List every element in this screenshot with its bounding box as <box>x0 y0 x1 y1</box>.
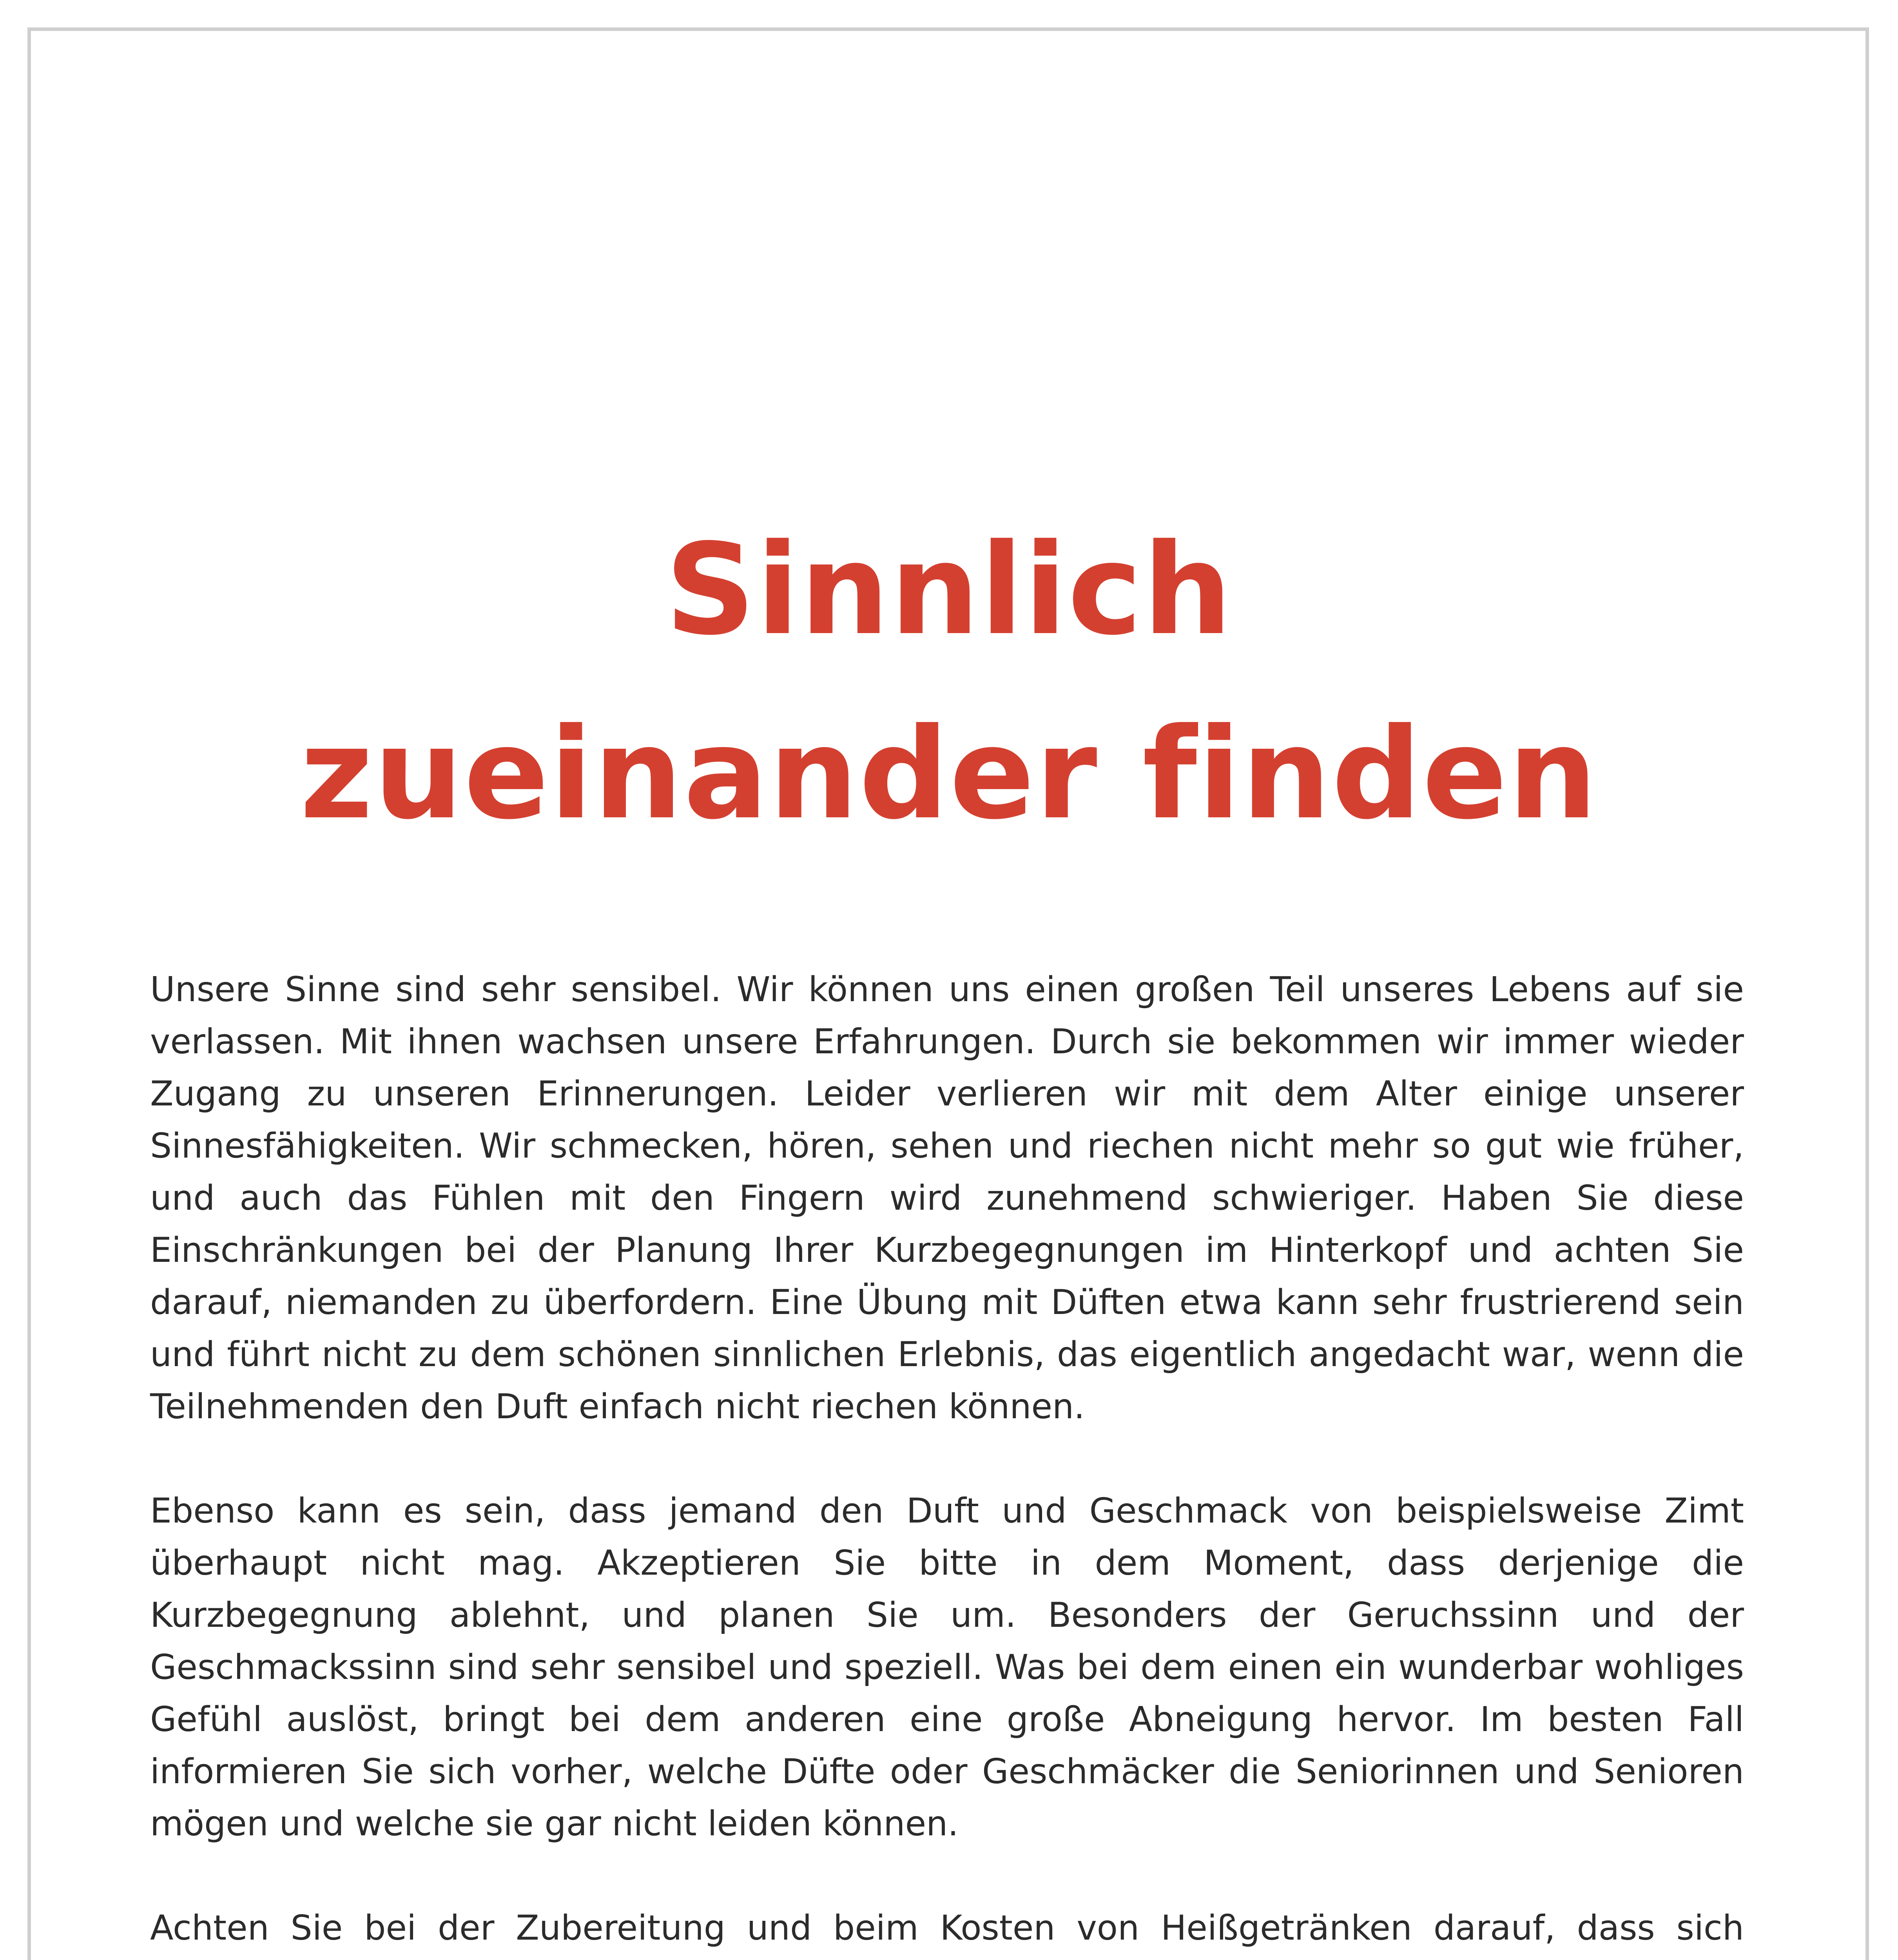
paragraph-heissgetraenke: Achten Sie bei der Zubereitung und beim Kosten von Heißgetränken darauf, dass sich <box>150 1908 1744 1948</box>
paragraph-geschmack: Ebenso kann es sein, dass jemand den Duft und Geschmack von beispielsweise Zimt überhaupt nicht mag. Akzeptieren Sie bitte in dem Moment, dass derjenige die Kurzbegegnung ablehnt, und planen Sie um. Besonders der Geruchssinn und der Geschmackssinn sind sehr sensibel und speziell. Was bei dem einen ein wunderbar wohliges Gefühl auslöst, bringt bei dem anderen eine große Abneigung hervor. Im besten Fall informieren Sie sich vorher, welche Düfte oder Geschmäcker die Seniorinnen und Senioren mögen und welche sie gar nicht leiden können. <box>150 1491 1744 1844</box>
title-line-1: Sinnlich <box>665 517 1233 663</box>
paragraph-sinne: Unsere Sinne sind sehr sensibel. Wir können uns einen großen Teil unseres Lebens auf sie verlassen. Mit ihnen wachsen unsere Erfahrungen. Durch sie bekommen wir immer wieder Zugang zu unseren Erinnerungen. Leider verlieren wir mit dem Alter einige unserer Sinnesfähigkeiten. Wir schmecken, hören, sehen und riechen nicht mehr so gut wie früher, und auch das Fühlen mit den Fingern wird zunehmend schwieriger. Haben Sie diese Einschränkungen bei der Planung Ihrer Kurzbegegnungen im Hinterkopf und achten Sie darauf, niemanden zu überfordern. Eine Übung mit Düften etwa kann sehr frustrierend sein und führt nicht zu dem schönen sinnlichen Erlebnis, das eigentlich angedacht war, wenn die Teilnehmenden den Duft einfach nicht riechen können. <box>150 969 1744 1426</box>
title-line-2: zueinander finden <box>300 701 1598 847</box>
body-text <box>150 964 1744 1960</box>
page-title <box>0 498 1898 866</box>
